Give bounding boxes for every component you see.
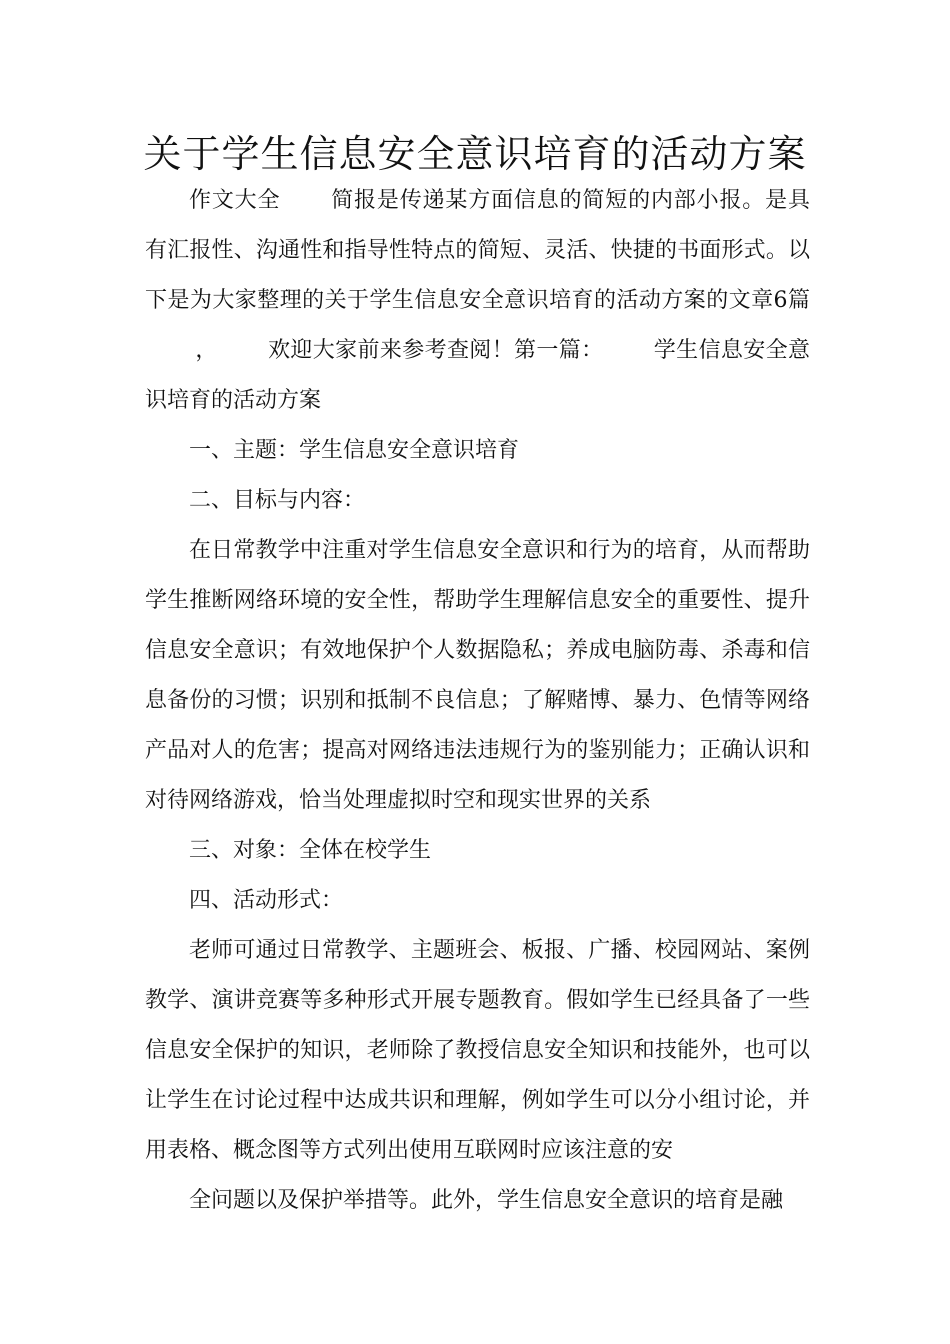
section-audience: 三、对象：全体在校学生	[189, 838, 432, 863]
intro-chapter-title: 学生信息安全意识培育的活动方案	[145, 338, 810, 413]
section-format-continued: 全问题以及保护举措等。此外，学生信息安全意识的培育是融	[189, 1188, 784, 1213]
section-theme: 一、主题：学生信息安全意识培育	[189, 438, 520, 463]
intro-source: 作文大全	[189, 188, 281, 213]
intro-text: 简报是传递某方面信息的简短的内部小报。是具有汇报性、沟通性和指导性特点的简短、灵活、快捷的书面形式。以下是为大家整理的关于学生信息安全意识培育的活动方案的文章6篇	[145, 188, 810, 313]
document-title: 关于学生信息安全意识培育的活动方案	[143, 132, 807, 176]
intro-comma: ，	[195, 338, 218, 363]
intro-welcome: 欢迎大家前来参考查阅！第一篇：	[267, 338, 604, 363]
intro-paragraph	[145, 176, 810, 426]
section-goals-body: 在日常教学中注重对学生信息安全意识和行为的培育，从而帮助学生推断网络环境的安全性，帮助学生理解信息安全的重要性、提升信息安全意识；有效地保护个人数据隐私；养成电脑防毒、杀毒和信息备份的习惯；识别和抵制不良信息；了解赌博、暴力、色情等网络产品对人的危害；提高对网络违法违规行为的鉴别能力；正确认识和对待网络游戏，恰当处理虚拟时空和现实世界的关系	[145, 538, 810, 813]
section-format-heading: 四、活动形式：	[189, 888, 344, 913]
document-body	[145, 176, 810, 1226]
section-goals-heading: 二、目标与内容：	[189, 488, 366, 513]
section-format-body: 老师可通过日常教学、主题班会、板报、广播、校园网站、案例教学、演讲竞赛等多种形式开展专题教育。假如学生已经具备了一些信息安全保护的知识，老师除了教授信息安全知识和技能外，也可以让学生在讨论过程中达成共识和理解，例如学生可以分小组讨论，并用表格、概念图等方式列出使用互联网时应该注意的安	[145, 938, 810, 1163]
